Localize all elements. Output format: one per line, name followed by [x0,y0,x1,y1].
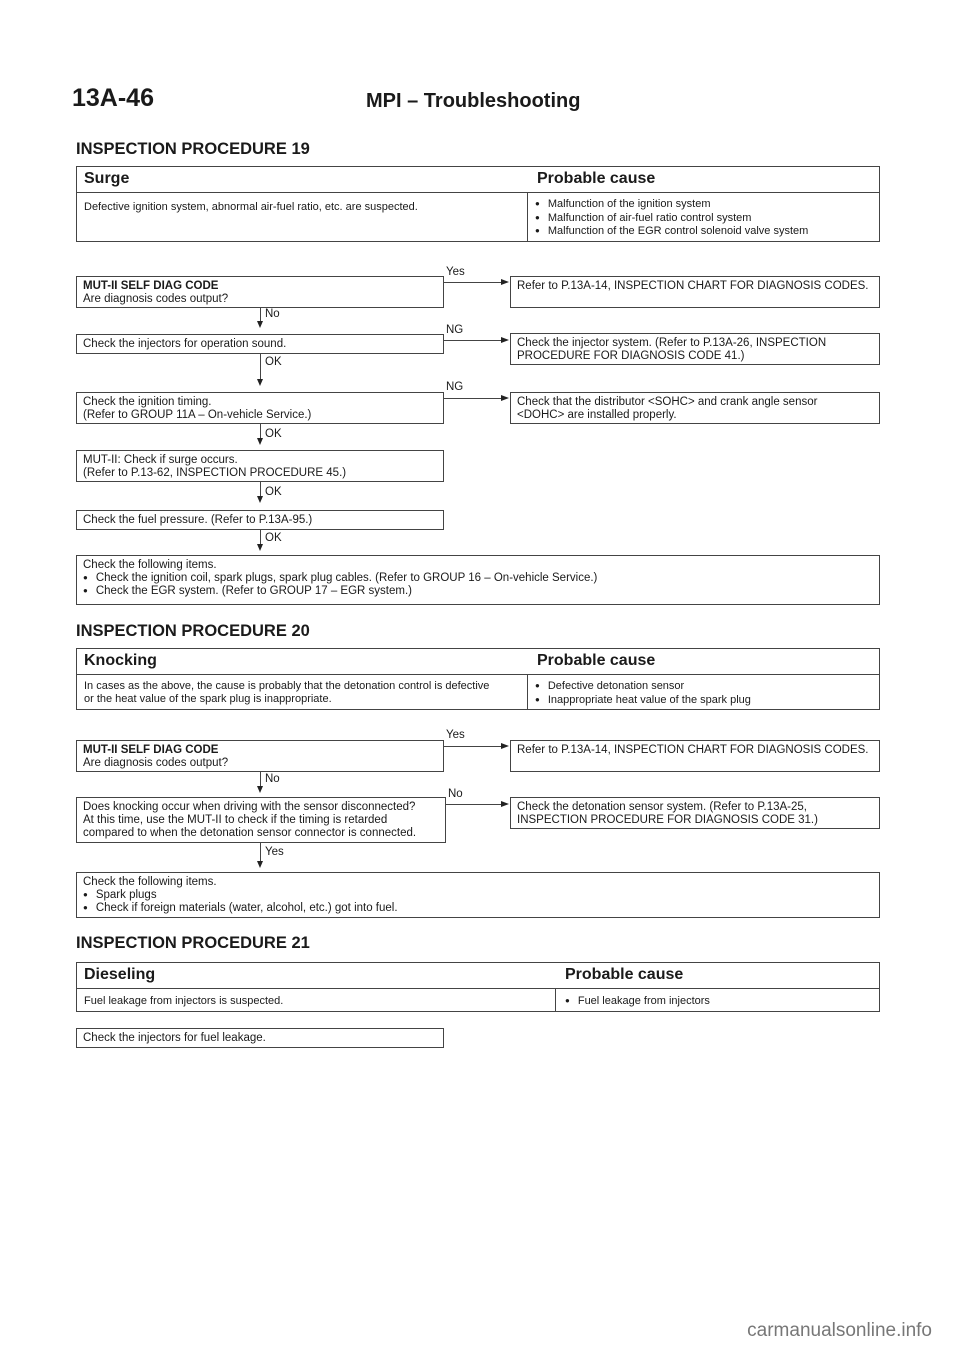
proc19-step-ignition-timing [76,392,444,424]
no-label: No [265,773,280,785]
arrow-down-icon [257,379,263,386]
connector [444,282,504,283]
divider [527,192,528,242]
proc19-cause-label: Probable cause [537,170,656,187]
proc19-step-diag-code [76,276,444,308]
ok-label: OK [265,356,282,368]
arrow-down-icon [257,496,263,503]
arrow-right-icon [501,801,509,807]
result-line: <DOHC> are installed properly. [517,409,677,421]
divider [555,988,556,1012]
step-title: MUT-II SELF DIAG CODE [83,744,219,756]
arrow-down-icon [257,438,263,445]
proc20-heading: INSPECTION PROCEDURE 20 [76,622,310,640]
proc19-symptom-table [76,166,880,242]
proc19-result-diag-code: Refer to P.13A-14, INSPECTION CHART FOR DIAGNOSIS CODES. [510,276,880,308]
step-line: compared to when the detonation sensor connector is connected. [83,827,417,839]
arrow-right-icon [501,279,509,285]
divider [77,988,879,989]
no-label: No [448,788,463,800]
yes-label: Yes [265,846,284,858]
divider [77,674,879,675]
proc20-description [84,680,489,705]
ng-label: NG [446,324,464,336]
proc19-heading: INSPECTION PROCEDURE 19 [76,140,310,158]
proc19-final-check [76,555,880,605]
proc20-step-knock-check [76,797,446,843]
proc21-symptom-table [76,962,880,1012]
list-item: ● Inappropriate heat value of the spark plug [535,694,751,708]
connector [260,308,261,322]
proc20-result-detonation-sensor: Check the detonation sensor system. (Refer to P.13A-25, INSPECTION PROCEDURE FOR DIAGNOSIS CODE 31.) [510,797,880,829]
connector [260,354,261,382]
proc19-step-fuel-pressure: Check the fuel pressure. (Refer to P.13A-95.) [76,510,444,530]
proc21-description: Fuel leakage from injectors is suspected. [84,995,284,1007]
no-label: No [265,308,280,320]
proc19-symptom: Surge [84,170,130,187]
step-line: (Refer to GROUP 11A – On-vehicle Service.) [83,409,312,421]
proc20-final-check [76,872,880,918]
proc21-symptom: Dieseling [84,966,156,983]
connector [446,804,504,805]
proc19-step-injector-sound: Check the injectors for operation sound. [76,334,444,354]
step-line: Does knocking occur when driving with the sensor disconnected? [83,801,416,813]
arrow-down-icon [257,544,263,551]
list-item: ● Malfunction of the ignition system [535,198,808,212]
proc21-heading: INSPECTION PROCEDURE 21 [76,934,310,952]
final-title: Check the following items. [83,559,217,571]
proc21-cause-label: Probable cause [565,966,684,983]
page-title: MPI – Troubleshooting [366,90,581,112]
list-item: ● Malfunction of the EGR control solenoid valve system [535,225,808,239]
ok-label: OK [265,428,282,440]
proc19-description: Defective ignition system, abnormal air-fuel ratio, etc. are suspected. [84,201,418,213]
connector [260,843,261,863]
step-title: MUT-II SELF DIAG CODE [83,280,219,292]
watermark: carmanualsonline.info [747,1320,932,1341]
ok-label: OK [265,532,282,544]
description-line: or the heat value of the spark plug is inappropriate. [84,692,332,705]
result-line: Check that the distributor <SOHC> and crank angle sensor [517,396,818,408]
list-item: ● Check if foreign materials (water, alcohol, etc.) got into fuel. [83,902,873,915]
arrow-down-icon [257,786,263,793]
proc20-cause-label: Probable cause [537,652,656,669]
proc20-causes [535,680,751,707]
proc21-step-fuel-leakage: Check the injectors for fuel leakage. [76,1028,444,1048]
proc19-causes [535,198,808,239]
list-item: ● Check the ignition coil, spark plugs, spark plug cables. (Refer to GROUP 16 – On-vehicle Service.) [83,572,873,585]
step-line: (Refer to P.13-62, INSPECTION PROCEDURE 45.) [83,467,347,479]
list-item: ● Spark plugs [83,889,873,902]
step-line: At this time, use the MUT-II to check if the timing is retarded [83,814,388,826]
final-title: Check the following items. [83,876,217,888]
arrow-right-icon [501,395,509,401]
proc19-result-distributor [510,392,880,424]
yes-label: Yes [446,266,465,278]
connector [444,340,504,341]
step-line: MUT-II: Check if surge occurs. [83,454,238,466]
ok-label: OK [265,486,282,498]
connector [444,398,504,399]
arrow-right-icon [501,337,509,343]
proc21-causes [565,995,710,1009]
connector [444,746,504,747]
proc20-step-diag-code [76,740,444,772]
step-text: Are diagnosis codes output? [83,757,229,769]
proc19-step-surge-check [76,450,444,482]
list-item: ● Check the EGR system. (Refer to GROUP 17 – EGR system.) [83,585,873,598]
page-number: 13A-46 [72,84,154,112]
ng-label: NG [446,381,464,393]
proc20-symptom-table [76,648,880,710]
step-text: Are diagnosis codes output? [83,293,229,305]
proc20-symptom: Knocking [84,652,157,669]
list-item: ● Malfunction of air-fuel ratio control system [535,212,808,226]
proc20-result-diag-code: Refer to P.13A-14, INSPECTION CHART FOR DIAGNOSIS CODES. [510,740,880,772]
arrow-down-icon [257,321,263,328]
list-item: ● Fuel leakage from injectors [565,995,710,1009]
description-line: In cases as the above, the cause is probably that the detonation control is defective [84,680,490,692]
divider [77,192,879,193]
yes-label: Yes [446,729,465,741]
list-item: ● Defective detonation sensor [535,680,751,694]
step-line: Check the ignition timing. [83,396,212,408]
arrow-down-icon [257,861,263,868]
arrow-right-icon [501,743,509,749]
proc19-result-injector-system: Check the injector system. (Refer to P.13A-26, INSPECTION PROCEDURE FOR DIAGNOSIS CODE 41.) [510,333,880,365]
divider [527,674,528,710]
